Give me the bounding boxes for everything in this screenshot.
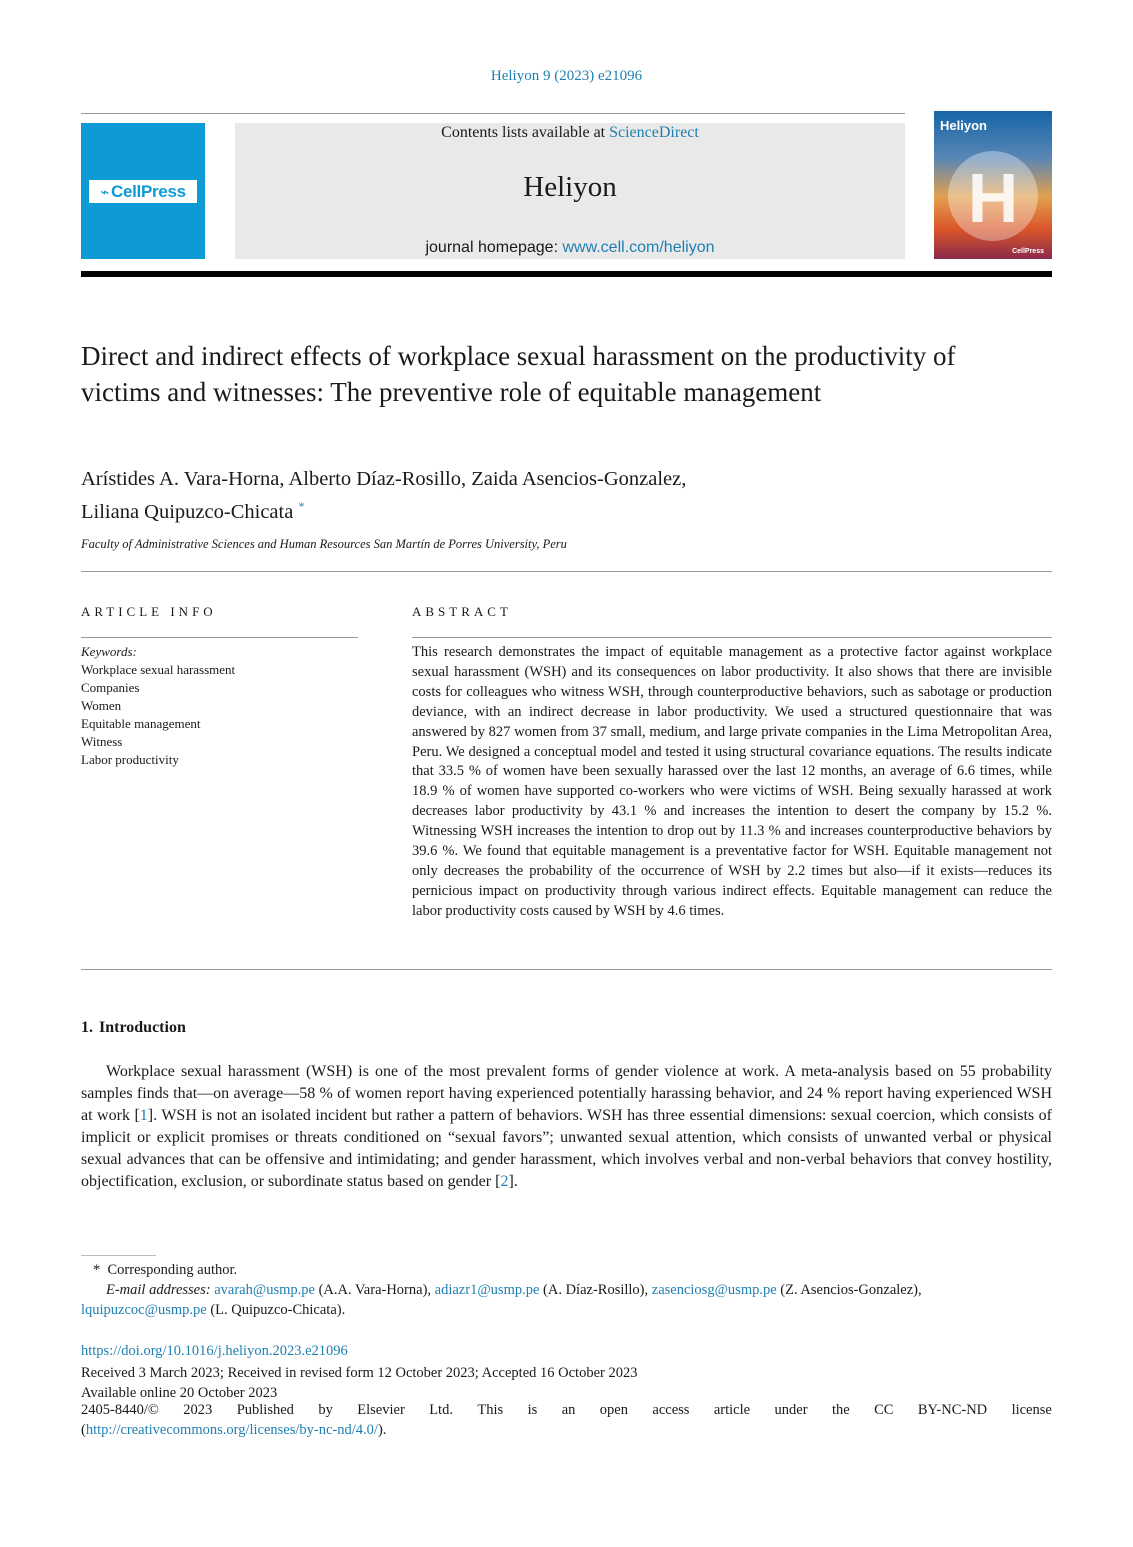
corresponding-label: Corresponding author. <box>107 1262 238 1278</box>
license-word: article <box>713 1402 751 1418</box>
email-addresses-cont <box>81 1300 1052 1320</box>
license-line <box>81 1400 1052 1420</box>
license-statement <box>81 1400 1052 1440</box>
cover-publisher: CellPress <box>1012 248 1044 255</box>
license-word: an <box>561 1402 576 1418</box>
license-word: This <box>477 1402 504 1418</box>
license-url-line <box>81 1420 1052 1440</box>
homepage-line <box>235 239 905 257</box>
cellpress-wordmark: CellPress <box>110 182 186 201</box>
keyword: Companies <box>81 680 140 695</box>
section-number: 1. <box>81 1019 93 1036</box>
license-word: Published <box>236 1402 294 1418</box>
keyword: Equitable management <box>81 716 201 731</box>
author-separator: , <box>460 468 472 490</box>
email-addresses <box>81 1280 1052 1300</box>
section-heading <box>81 1019 186 1037</box>
license-word: Ltd. <box>429 1402 453 1418</box>
homepage-prefix: journal homepage: <box>425 239 563 256</box>
paragraph-text: ]. <box>508 1173 518 1190</box>
article-title: Direct and indirect effects of workplace sexual harassment on the productivity of victims and witnesses: The preventive role of equitable management <box>81 341 956 407</box>
keyword: Workplace sexual harassment <box>81 662 236 677</box>
contents-prefix: Contents lists available at <box>441 124 610 141</box>
paren-open: ( <box>81 1422 86 1438</box>
author-separator: , <box>279 468 289 490</box>
license-word: 2023 <box>183 1402 213 1418</box>
abstract-text: This research demonstrates the impact of equitable management as a protective factor against workplace sexual harassment (WSH) and its consequences on labor productivity. It also shows that there are invisible costs for colleagues who witness WSH, through counterproductive behaviors, such as sabotage or production deviance, with an indirect decrease in labor productivity. We used a structured questionnaire that was answered by 827 women from 37 small, medium, and large private companies in the Lima Metropolitan Area, Peru. We designed a conceptual model and tested it using structural covariance equations. The results indicate that 33.5 % of women have been sexually harassed over the last 12 months, an average of 6.6 times, while 18.9 % of women have supported co-workers who were victims of WSH. Being sexually harassed at work decreases labor productivity by 43.1 % and increases the intention to desert the company by 15.2 %. Witnessing WSH increases the intention to drop out by 11.3 % and increases counterproductive behaviors by 39.6 %. We found that equitable management is a preventative factor for WSH. Equitable management not only decreases the probability of the occurrence of WSH by 2.2 times but also—if it exists—reduces its pernicious impact on productivity through various indirect effects. Equitable management can reduce the labor productivity costs caused by WSH by 4.6 times. <box>412 644 1052 919</box>
email-owner: (L. Quipuzco-Chicata). <box>206 1302 346 1318</box>
license-word: CC <box>874 1402 894 1418</box>
email-owner: (Z. Asencios-Gonzalez), <box>776 1282 922 1298</box>
license-word: open <box>599 1402 628 1418</box>
email-owner: (A. Díaz-Rosillo), <box>539 1282 652 1298</box>
keywords-block <box>81 643 361 769</box>
affiliation: Faculty of Administrative Sciences and Human Resources San Martín de Porres University, Peru <box>81 537 567 551</box>
email-label: E-mail addresses: <box>106 1282 211 1298</box>
cellpress-badge <box>89 180 197 203</box>
corresponding-author-mark[interactable]: * <box>298 499 305 513</box>
author-separator: , <box>681 468 687 490</box>
author-name[interactable]: Zaida Asencios-Gonzalez <box>471 468 682 490</box>
author-list <box>81 466 981 526</box>
paragraph-text: ]. WSH is not an isolated incident but rather a pattern of behaviors. WSH has three essential dimensions: sexual coercion, which consists of implicit or explicit promises or threats conditioned on “sexual favors”; unwanted sexual attention, which consists of unwanted verbal or physical sexual advances that can be offensive and intimidating; and gender harassment, which involves verbal and non-verbal behaviors that convey hostility, objectification, exclusion, or subordinate status based on gender [ <box>81 1107 1052 1190</box>
publication-history <box>81 1363 637 1403</box>
license-word: the <box>831 1402 850 1418</box>
citation-link[interactable]: 1 <box>139 1107 148 1124</box>
journal-cover-image <box>934 111 1052 259</box>
divider <box>81 571 1052 572</box>
paren-close: ). <box>377 1422 387 1438</box>
email-link[interactable]: zasenciosg@usmp.pe <box>651 1282 777 1298</box>
license-word: access <box>652 1402 690 1418</box>
section-title: Introduction <box>99 1019 186 1036</box>
paragraph-text: Workplace sexual harassment (WSH) is one of the most prevalent forms of gender violence at work. A meta-analysis based on 55 probability samples finds that—on average—58 % of women report having experienced potentially harassing behavior, and 24 % report having experienced WSH at work [ <box>81 1063 1052 1124</box>
divider <box>81 637 358 638</box>
email-link[interactable]: adiazr1@usmp.pe <box>434 1282 540 1298</box>
email-link[interactable]: avarah@usmp.pe <box>214 1282 315 1298</box>
sciencedirect-link[interactable]: ScienceDirect <box>609 124 699 141</box>
license-word: under <box>774 1402 808 1418</box>
doi-link[interactable]: https://doi.org/10.1016/j.heliyon.2023.e21096 <box>81 1343 348 1359</box>
email-link[interactable]: lquipuzcoc@usmp.pe <box>81 1302 207 1318</box>
author-name[interactable]: Alberto Díaz-Rosillo <box>288 468 461 490</box>
masthead-thick-rule <box>81 271 1052 277</box>
cellpress-logo <box>81 123 205 259</box>
license-url-link[interactable]: http://creativecommons.org/licenses/by-nc-nd/4.0/ <box>85 1422 378 1438</box>
keyword: Witness <box>81 734 123 749</box>
divider <box>412 637 1052 638</box>
keywords-label: Keywords: <box>81 644 137 659</box>
keyword: Labor productivity <box>81 752 179 767</box>
license-word: BY-NC-ND <box>917 1402 988 1418</box>
citation-link[interactable]: 2 <box>500 1173 509 1190</box>
license-word: Elsevier <box>357 1402 405 1418</box>
license-word: is <box>527 1402 538 1418</box>
received-dates: Received 3 March 2023; Received in revised form 12 October 2023; Accepted 16 October 2023 <box>81 1365 638 1381</box>
author-name[interactable]: Liliana Quipuzco-Chicata <box>81 500 294 523</box>
keyword: Women <box>81 698 122 713</box>
author-name[interactable]: Arístides A. Vara-Horna <box>81 468 280 490</box>
license-word: 2405-8440/© <box>81 1402 159 1418</box>
article-info-heading: ARTICLE INFO <box>81 604 217 619</box>
license-word: license <box>1011 1402 1052 1418</box>
cover-letter: H <box>967 159 1019 237</box>
cover-title: Heliyon <box>940 118 987 133</box>
header-rule <box>81 113 905 114</box>
journal-masthead <box>235 123 905 259</box>
running-head[interactable]: Heliyon 9 (2023) e21096 <box>490 68 643 84</box>
license-word: by <box>318 1402 333 1418</box>
divider <box>81 969 1052 970</box>
journal-name: Heliyon <box>523 171 617 203</box>
email-owner: (A.A. Vara-Horna), <box>314 1282 435 1298</box>
abstract-heading: ABSTRACT <box>412 604 512 619</box>
available-online: Available online 20 October 2023 <box>81 1385 278 1401</box>
corresponding-author-note <box>81 1260 1052 1280</box>
footnote-rule <box>81 1255 156 1256</box>
link-chain-icon: ⌁ <box>100 184 109 201</box>
footnote-mark: * <box>93 1262 101 1278</box>
journal-homepage-link[interactable]: www.cell.com/heliyon <box>562 239 715 256</box>
footnote <box>81 1260 1052 1320</box>
contents-line <box>235 124 905 142</box>
introduction-paragraph <box>81 1061 1052 1193</box>
